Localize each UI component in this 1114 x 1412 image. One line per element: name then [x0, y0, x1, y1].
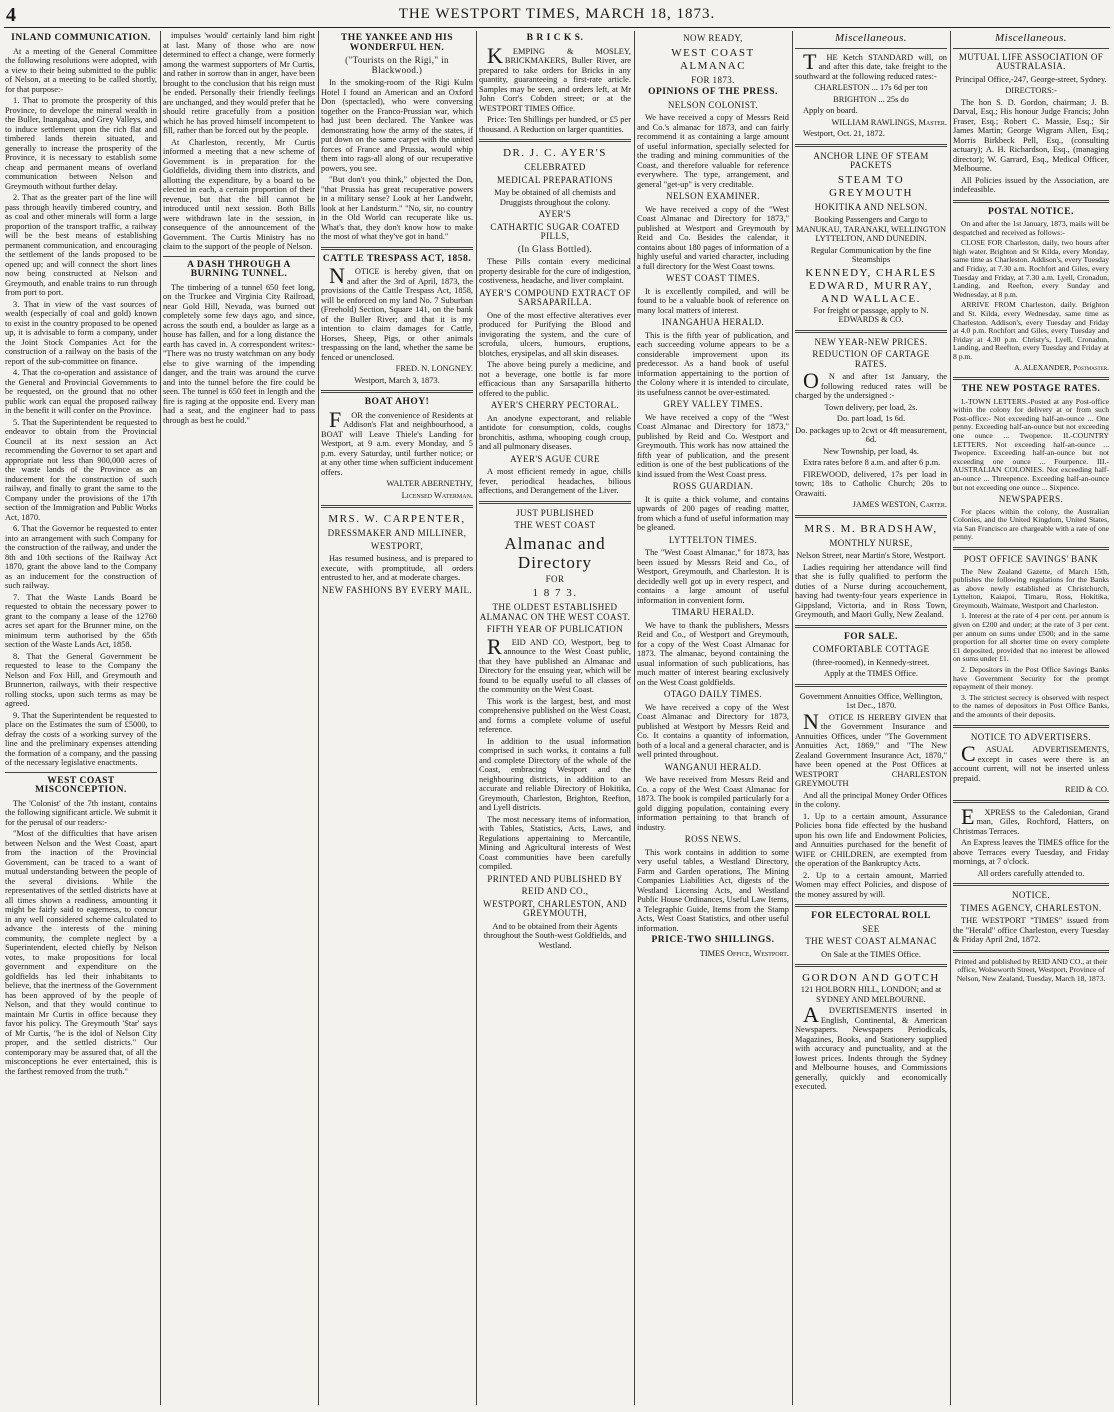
ad-heading: STEAM TO GREYMOUTH — [829, 173, 913, 199]
press-quote: We have received a copy of the "West Coast Almanac and Directory for 1873," published by Reid and Co. Westport and Greymouth. This work has now attained the fifth year of publication, and the present edition is one of the best publications of the kind issued from the West Coast press. — [637, 412, 789, 479]
ad-subheading: THE WEST COAST — [514, 520, 596, 530]
ad-subheading: AYER'S — [538, 209, 572, 219]
ad-text: FIREWOOD, delivered, 17s per load in town; 18s to Catholic Church; 20s to Orawaiti. — [795, 469, 947, 498]
divider — [953, 377, 1109, 380]
ad-text: For freight or passage, apply to N. EDWARDS & CO. — [813, 305, 929, 324]
press-source: INANGAHUA HERALD. — [661, 317, 765, 327]
ad-subheading: AYER'S CHERRY PECTORAL. — [490, 400, 620, 410]
ad-text: One of the most effective alteratives ever produced for Purifying the Blood and invigorating the system, and the cure of scrofula, ulcers, humours, eruptions, blotches, erysipelas, and all skin diseases. — [479, 310, 631, 358]
ad-subheading: SEE — [862, 923, 880, 934]
price-line: PRICE-TWO SHILLINGS. — [651, 935, 775, 945]
press-source: TIMARU HERALD. — [671, 607, 755, 617]
article-subheading: ("Tourists on the Rigi," in Blackwood.) — [345, 55, 449, 75]
ad-text: Has resumed business, and is prepared to execute, with promptitude, all orders entrusted to her, and at moderate charges. — [321, 554, 473, 582]
press-quote: We have received a copy of the West Coast Almanac and Directory for 1873, published at Westport by Messrs Reid and Co. It contains a quantity of information, both of a local and a general character, and is well printed throughout. — [637, 702, 789, 759]
ad-subheading: FOR 1873. — [691, 74, 735, 85]
ad-subheading: DRESSMAKER AND MILLINER, — [327, 528, 467, 538]
divider — [795, 904, 947, 907]
ad-text: 121 HOLBORN HILL, LONDON; and at SYDNEY AND MELBOURNE. — [800, 985, 942, 1004]
notice-subheading: NEWSPAPERS. — [998, 494, 1064, 505]
notice-signature: A. ALEXANDER, Postmaster. — [1014, 362, 1109, 372]
ad-text: These Pills contain every medicinal property desirable for the cure of indigestion, costiveness, headache, and liver complaint. — [479, 257, 631, 285]
ad-text: REID AND CO, Westport, beg to announce to the West Coast public, that they have published an Almanac and Directory for the ensuing year, which will be found to be equally useful to all classes of the community on the West Coast. — [479, 633, 631, 694]
ad-signature: JAMES WESTON, Carter. — [852, 500, 947, 509]
article-paragraph: 4. That the co-operation and assistance of the General and Provincial Governments to be requested, on the ground that no other public work can equal the proposed railway in the benefit it will confer on the Province. — [5, 368, 157, 415]
ad-heading: FOR SALE. — [843, 631, 899, 642]
notice-heading: CATTLE TRESPASS ACT, 1858. — [322, 253, 472, 264]
divider — [953, 883, 1109, 886]
ad-subheading: MONTHLY NURSE, — [829, 537, 913, 548]
divider — [321, 390, 473, 393]
ad-heading: MRS. W. CARPENTER, — [328, 513, 466, 525]
ad-text: This work is the largest, best, and most comprehensive published on the West Coast, and forms a complete volume of useful reference. — [479, 696, 631, 734]
divider — [953, 725, 1109, 728]
article-paragraph: 1. That to promote the prosperity of this Province, to develope the mineral wealth in the Buller, Inangahua, and Grey Valleys, and to induce settlement upon the rich flat and timbered lands therein situated, and generally to increase the prosperity of the Province, it is necessary to establish some cheap and permanent means of overland communication between Nelson and Greymouth without further delay. — [5, 96, 157, 191]
ad-subheading: CATHARTIC SUGAR COATED PILLS, — [490, 221, 620, 241]
press-source: NELSON EXAMINER. — [666, 191, 760, 201]
ad-text: Nelson Street, near Martin's Store, Westport. — [796, 551, 946, 560]
section-heading: Miscellaneous. — [835, 32, 907, 44]
ad-date: Westport, Oct. 21, 1872. — [803, 129, 885, 138]
rate-line: BRIGHTON ... 25s do — [833, 94, 909, 104]
notice-heading: POST OFFICE SAVINGS' BANK — [963, 554, 1099, 564]
publisher-line: PRINTED AND PUBLISHED BY — [487, 873, 623, 884]
press-quote: This work contains in addition to some very useful tables, a Westland Directory, Farm and Garden operations, The Mining Companies Liabilities Act, digests of the Westland Licensing Acts, and Westland Public House Ordinances, Useful Law Items, a Telegraphic Guide, Items from the Stamp Acts, West Coast Statistics, and other useful information. — [637, 847, 789, 933]
divider — [795, 515, 947, 518]
divider — [795, 684, 947, 687]
rate-line: Do. part load, 1s 6d. — [836, 414, 906, 423]
ad-signature: WILLIAM RAWLINGS, Master. — [831, 117, 947, 127]
office-line: TIMES Office, Westport. — [699, 948, 789, 958]
ad-subheading: THE OLDEST ESTABLISHED ALMANAC ON THE WEST COAST. — [479, 602, 631, 622]
ad-subheading: COMFORTABLE COTTAGE — [812, 644, 930, 654]
ad-text: Extra rates before 8 a.m. and after 6 p.m. — [803, 458, 941, 467]
divider — [479, 139, 631, 142]
notice-text: THE WESTPORT "TIMES" issued from the "Herald" office Charleston, every Tuesday & Friday April 2nd, 1872. — [953, 916, 1109, 945]
rate-line: Town delivery, per load, 2s. — [824, 402, 918, 412]
ad-subheading: FOR — [545, 573, 565, 584]
article-paragraph: In the smoking-room of the Rigi Kulm Hotel I found an American and an Oxford Don (spectacled), who were conversing together on the Franco-Prussian war, which had just been declared. The Yankee was demonstrating how the army of the states, if put down on the same carpet with the united forces of France and Prussia, would whip them into rags-all along of our recuperative powers, you see. — [321, 78, 473, 173]
divider — [795, 144, 947, 147]
ad-text: Principal Office,-247, George-street, Sydney. — [955, 74, 1107, 84]
article-paragraph: 8. That the General Government be requested to lease to the Company the Nelson and Fox Hill, and Greymouth and Brunnerton, railways, with their respective rolling stocks, upon such terms as may be agreed. — [5, 651, 157, 708]
almanac-title: Almanac and Directory — [504, 533, 606, 572]
press-source: WANGANUI HERALD. — [664, 761, 762, 772]
ad-subheading: (In Glass Bottled). — [517, 243, 593, 254]
press-source: ROSS GUARDIAN. — [672, 481, 754, 491]
ad-subheading: AYER'S AGUE CURE — [510, 453, 600, 464]
ad-text: On Sale at the TIMES Office. — [821, 949, 921, 959]
divider — [953, 200, 1109, 203]
ad-text: In addition to the usual information comprised in such works, it contains a full and complete Directory of the whole of the Coast, embracing Westport and the neighbouring districts, in addition to an accurate and reliable Directory of Hokitika, Greymouth, Charleston, Brighton, Reefton, and Lyell districts. — [479, 736, 631, 812]
notice-text: NOTICE is hereby given, that on and after the 3rd of April, 1873, the provisions of the Cattle Trespass Act, 1858, will be enforced on my land No. 7 Suburban (Freehold) Section, Square 141, on the bank of the Buller River; and that it is my intention to claim damages for Cattle, Horses, Sheep, Pigs, or other animals trespassing on the land, whether the same be fenced or unenclosed. — [321, 263, 473, 362]
article-paragraph: 6. That the Governor be requested to enter into an arrangement with such Company for the construction of the railway, and under the 8th and 10th sections of the Railway Act 1870, grant the above land to the Company as an inducement for the construction of such railway. — [5, 524, 157, 590]
press-quote: We have received a copy of Messrs Reid and Co.'s almanac for 1873, and can fairly recommend it as containing a large amount of useful information, specially selected for the trading and mining communities of the Coast, and therefore valuable for reference everywhere. The type, arrangement, and general "get-up" is very creditable. — [637, 113, 789, 189]
notice-heading: NOTICE TO ADVERTISERS. — [970, 731, 1092, 742]
column-5 — [634, 31, 792, 1409]
ad-text: ADVERTISEMENTS inserted in English, Continental, & American Newspapers. Newspapers Periodicals, Magazines, Books, and Stationery supplied with accuracy and punctuality, and at the lowest prices. Indents through the Sydney and Melbourne houses, and Commissions generally, quickly and economically executed. — [795, 1002, 947, 1091]
press-quote: It is excellently compiled, and will be found to be a valuable book of reference on many local matters of interest. — [637, 286, 789, 315]
ad-text: THE Ketch STANDARD will, on and after this date, take freight to the southward at the following reduced rates:- — [795, 48, 947, 81]
article-paragraph: At Charleston, recently, Mr Curtis informed a meeting that a new scheme of Government is in preparation for the Goldfields, dividing them into districts, and allotting the expenditure, by a board to be elected in each, a certain proportion of their revenue, but that the bill cannot be introduced until next session. Both Bills were withdrawn late in the session, in consequence of the announcement of the Government. The Curtis Ministry has no claim to the support of the people of Nelson. — [163, 137, 315, 251]
press-source: GREY VALLEY TIMES. — [663, 399, 763, 409]
notice-signature: FRED. N. LONGNEY. — [395, 364, 473, 373]
notice-text: The New Zealand Gazette, of March 15th, publishes the following regulations for the Banks as above newly established at Christchurch, Lyttelton, Kaiapoi, Timaru, Ross, Hokitika, Greymouth, Waimate, Westport and Charleston. — [953, 566, 1109, 610]
divider — [795, 625, 947, 628]
article-heading: A DASH THROUGH A BURNING TUNNEL. — [187, 259, 291, 279]
article-paragraph: At a meeting of the General Committee the following resolutions were adopted, with a view to their being submitted to the public of Nelson, at a meeting to be called shortly, for that purpose:- — [5, 46, 157, 94]
notice-date: Westport, March 3, 1873. — [354, 375, 440, 385]
page-number: 4 — [6, 4, 16, 26]
publisher-line: And to be obtained from their Agents throughout the South-west Goldfields, and Westland. — [483, 921, 627, 950]
rate-line: Do. packages up to 2cwt or 4ft measurement, 6d. — [795, 425, 947, 444]
press-source: OTAGO DAILY TIMES. — [663, 689, 763, 699]
article-paragraph: impulses 'would' certainly land him right at last. Many of those who are now determined to effect a change, were formerly among the warmest supporters of Mr Curtis, and rather in sorrow than in anger, have been brought to the conclusion that his reign must be ended. Personally their friendly feelings are unchanged, and they would prefer that he should retire gracefully from a position which he has proved himself incompetent to fill, rather than be forced out by the people. — [163, 31, 315, 135]
article-paragraph: 7. That the Waste Lands Board be requested to obtain the necessary power to grant to the company a lease of the 12760 acres set apart for the Brunner mine, on the minimum term authorised by the 65th section of the Waste Lands Act, 1858. — [5, 592, 157, 649]
ad-text: (three-roomed), in Kennedy-street. — [812, 657, 930, 667]
ad-text: DIRECTORS:- — [1005, 86, 1057, 95]
divider — [795, 330, 947, 333]
divider — [5, 772, 157, 773]
ad-text: The most necessary items of information, with Tables, Statistics, Acts, Laws, and Regulations appertaining to Mercantile, Mining and Agricultural interests of West Coast communities have been carefully compiled. — [479, 814, 631, 871]
ad-footer: NEW FASHIONS BY EVERY MAIL. — [321, 584, 473, 595]
column-2 — [160, 31, 318, 1409]
ad-text: Apply at the TIMES Office. — [824, 669, 918, 678]
ad-text: May be obtained of all chemists and Druggists throughout the colony. — [494, 188, 616, 207]
column-3 — [318, 31, 476, 1409]
column-1 — [2, 31, 160, 1409]
ad-text: Government Annuities Office, Wellington, 1st Dec., 1870. — [799, 691, 943, 710]
press-quote: It is quite a thick volume, and contains upwards of 200 pages of reading matter, from which a fund of useful information may be gleaned. — [637, 494, 789, 532]
rate-line: New Township, per load, 4s. — [823, 446, 919, 456]
ad-subheading: FIFTH YEAR OF PUBLICATION — [486, 624, 624, 634]
column-4 — [476, 31, 634, 1409]
ad-text: KEMPING & MOSLEY, BRICKMAKERS, Buller River, are prepared to take orders for Bricks in any quantity, guaranteeing a first-rate article. Samples may be seen, and orders left, at Mr John Corr's Cobden street; or at the WESTPORT TIMES Office. — [479, 42, 631, 113]
ad-text: And all the principal Money Order Offices in the colony. — [795, 790, 947, 809]
ad-subheading: WESTPORT, — [370, 540, 424, 551]
notice-text: FOR the convenience of Residents at Addison's Flat and neighbourhood, a BOAT will Leave Thiele's Landing for Westport, at 9 a.m. every Monday, and 5 p.m. every Saturday, until further notice; or at any other time when sufficient inducement offers. — [321, 406, 473, 477]
ad-text: All Policies issued by the Association, are indefeasible. — [953, 175, 1109, 194]
article-paragraph: The timbering of a tunnel 650 feet long, on the Truckee and Virginia City Railroad, near Gold Hill, Nevada, was burned out completely some few days ago, and since, across the south end, a boulder as large as a house has fallen, and for a long distance the earth has caved in. A correspondent writes:- "There was no trusty watchman on any body else to give warning of the impending danger, and the train was around the curve and into the tunnel before the fire could be seen. The tunnel is 650 feet in length and the fire is raging at the opposite end. Every man had a seat, and the engineer had to pass through as best he could." — [163, 282, 315, 425]
rate-line: CHARLESTON ... 17s 6d per ton — [814, 83, 928, 92]
ad-subheading: HOKITIKA AND NELSON. — [814, 201, 928, 212]
press-source: WEST COAST TIMES. — [665, 273, 761, 283]
ad-text: An Express leaves the TIMES office for the above Terraces every Tuesday, and Friday mornings, at 7 o'clock. — [953, 838, 1109, 867]
ad-subheading: MEDICAL PREPARATIONS — [496, 174, 614, 185]
ad-text: Regular Communication by the fine Steamships — [810, 245, 932, 264]
notice-signature: WALTER ABERNETHY, — [386, 479, 473, 488]
notice-signature: Licensed Waterman. — [401, 490, 473, 500]
divider — [321, 247, 473, 250]
ad-heading: MUTUAL LIFE ASSOCIATION OF AUSTRALASIA. — [958, 51, 1104, 71]
ad-subheading: AYER'S COMPOUND EXTRACT OF SARSAPARILLA. — [479, 287, 631, 307]
ad-subheading: NOW READY, — [683, 33, 743, 43]
ship-names: KENNEDY, CHARLES EDWARD, MURRAY, AND WALLACE. — [805, 266, 937, 305]
ad-heading: MRS. M. BRADSHAW, — [804, 522, 938, 535]
ad-heading: DR. J. C. AYER'S — [503, 147, 607, 159]
divider — [953, 48, 1109, 49]
divider — [953, 547, 1109, 550]
press-quote: The "West Coast Almanac," for 1873, has been issued by Messrs Reid and Co., of Westport, Greymouth, and Charleston. It is decidedly well got up in every respect, and contains a large amount of useful information in convenient form. — [637, 548, 789, 605]
column-7 — [950, 31, 1112, 1409]
ad-subheading: REDUCTION OF CARTAGE RATES. — [812, 349, 930, 369]
press-quote: We have to thank the publishers, Messrs Reid and Co., of Westport and Greymouth, for a copy of the West Coast Almanac for 1873. The almanac, beyond containing the usual information of such publications, has much matter of interest bearing exclusively on the West Coast goldfields. — [637, 620, 789, 687]
divider — [321, 505, 473, 508]
ad-text: EXPRESS to the Caledonian, Grand man, Giles, Rochford, Hatters, on Christmas Terraces. — [953, 803, 1109, 836]
ad-text: NOTICE IS HEREBY GIVEN that the Government Insurance and Annuities Offices, under "The Government Annuities Act, 1869," and "The New Zealand Government Insurance Act, 1870," have been opened at the Post Offices at WESTPORT CHARLESTON GREYMOUTH — [795, 708, 947, 788]
masthead-bar — [0, 0, 1114, 30]
notice-signature: REID & CO. — [1065, 785, 1109, 795]
press-source: LYTTELTON TIMES. — [668, 534, 758, 545]
article-paragraph: 5. That the Superintendent be requested to endeavor to obtain from the Provincial Council at its next session an Act recommending the Governor to set apart and appropriate not less than 900,000 acres of the waste lands of the Province as an inducement for the construction of such railway, and finally to grant the same to the Company under the provisions of the 17th section of the Immigration and Public Works Act, 1870. — [5, 417, 157, 522]
press-quote: We have received from Messrs Reid and Co. a copy of the West Coast Almanac for 1873. The book is compiled particularly for a gold digging population, containing every information pertaining to that branch of industry. — [637, 775, 789, 832]
press-source: NELSON COLONIST. — [667, 99, 759, 110]
ad-text: Apply on board. — [803, 106, 858, 115]
notice-heading: NOTICE. — [1011, 890, 1051, 901]
ad-heading: GORDON AND GOTCH — [802, 972, 940, 984]
ad-text: 2. Up to a certain amount, Married Women may effect Policies, and dispose of the money assured by will. — [795, 870, 947, 899]
publisher-line: REID AND CO., — [521, 886, 589, 896]
press-source: ROSS NEWS. — [684, 834, 742, 844]
notice-text: ARRIVE FROM Charleston, daily. Brighton and St. Kilda, every Wednesday, same time as Charleston. Addison's, every Tuesday and Friday at 4.0 p.m. Rochfort and Giles, every Tuesday and Friday at 4.30 p.m. Christy's, Lyell, Cronadun, Landing, and Reefton, every Tuesday and Friday at 8 p.m. — [953, 300, 1109, 361]
ad-text: Ladies requiring her attendance will find that she is fully qualified to perform the duties of a Nurse during accouchement, having had twenty-four years experience in Gippsland, Victoria, and in Ross Town, Greymouth, and Maori Gully, New Zealand. — [795, 562, 947, 619]
article-heading: WEST COAST MISCONCEPTION. — [35, 775, 127, 795]
column-6 — [792, 31, 950, 1409]
masthead-title: THE WESTPORT TIMES, MARCH 18, 1873. — [398, 6, 716, 22]
article-paragraph: "But don't you think," objected the Don, "that Prussia has great recuperative powers in a military sense? Look at her Landwehr, look at her Landsturm." "No, sir, no country in the Old World can recuperate like us. What's that, they don't know how to make the most of what they've got in hand." — [321, 175, 473, 241]
ad-subheading: CELEBRATED — [524, 162, 586, 172]
ad-text: An anodyne expectorant, and reliable antidote for consumption, colds, coughs bronchitis, asthma, whooping cough croup, and all pulmonary diseases. — [479, 413, 631, 451]
section-heading: Miscellaneous. — [995, 32, 1067, 44]
notice-heading: BOAT AHOY! — [364, 397, 430, 407]
divider — [953, 800, 1109, 803]
divider — [795, 48, 947, 49]
ad-heading: OPINIONS OF THE PRESS. — [648, 87, 778, 97]
ad-subheading: THE WEST COAST ALMANAC — [805, 936, 937, 946]
divider — [479, 501, 631, 504]
divider — [953, 950, 1109, 953]
press-quote: We have received a copy of the "West Coast Almanac and Directory for 1873," published at Westport and Greymouth by Reid and Co. Besides the calendar, it contains about 180 pages of information of a highly useful and varied character, including a full directory for the West Coast towns. — [637, 204, 789, 271]
ad-heading: B R I C K S. — [526, 33, 584, 43]
notice-text: On and after the 1st January, 1873, mails will be despatched and received as follows:- — [953, 219, 1109, 237]
ad-text: ON and after 1st January, the following reduced rates will be charged by the undersigned :- — [795, 368, 947, 400]
article-paragraph: 3. That in view of the vast sources of wealth (especially of coal and gold) known to exist in the country proposed to be opened up, it is advisable to form a company, under the Joint Stock Companies Act for the construction of a railway on the basis of the report of the sub-committee on finance. — [5, 299, 157, 366]
notice-text: 1. Interest at the rate of 4 per cent. per annum is given on £200 and under; at the rate of 3 per cent. per annum on sums under £500; and in the same proportion for all shorter time on every complete £1 deposited, provided that no interest be allowed on sums under £1. — [953, 611, 1109, 664]
ad-heading: WEST COAST ALMANAC — [671, 46, 755, 72]
header-rule — [4, 27, 1110, 28]
ad-heading: FOR ELECTORAL ROLL — [811, 911, 931, 921]
ad-text: Booking Passengers and Cargo to MANUKAU, TARANAKI, WELLINGTON LYTTELTON, AND DUNEDIN. — [795, 215, 947, 243]
press-quote: This is the fifth year of publication, and each succeeding volume appears to be a considerable improvement upon its predecessor. As a hand book of useful information appertaining to the portion of the Colony where it is intended to circulate, its usefulness cannot be over-estimated. — [637, 330, 789, 397]
article-paragraph: "Most of the difficulties that have arisen between Nelson and the West Coast, apart from the inaction of the Provincial Government, can be traced to a want of mutual understanding between the people of the several divisions. While the representatives of the settled districts have at all times shown a readiness, amounting it might be fairly said to eagerness, to concur in any well considered scheme calculated to advance the interests of the mining community, the complete neglect by a Superintendent, elected chiefly by Nelson votes, to make propositions for local government and expenditure on the goldfields has led their inhabitants to believe, that the inertness of the Government has been approved of by the people of Nelson, and that they would continue to maintain Mr Curtis in office because they favor his policy. The Greymouth 'Star' says of Mr Curtis, "he is the idol of Nelson City proper, and the settled districts." Our contemporary may be assured that, of all the misconceptions he ever entertained, this is the farthest removed from the truth." — [5, 829, 157, 1076]
notice-heading: THE NEW POSTAGE RATES. — [961, 384, 1101, 395]
notice-heading: POSTAL NOTICE. — [987, 206, 1074, 217]
publisher-line: WESTPORT, CHARLESTON, AND GREYMOUTH, — [483, 898, 627, 918]
ad-text: The above being purely a medicine, and not a beverage, one bottle is far more efficacious than any Sarsaparilla hitherto offered to the public. — [479, 360, 631, 398]
notice-text: I.-TOWN LETTERS.-Posted at any Post-office within the colony for delivery at or from such Post-office:- Not exceeding half-an-ounce ... One penny. Exceeding half-an-ounce but not exceeding one ounce ... Twopence. II.-COUNTRY LETTERS. Not exceeding half-an-ounce ... Twopence. Exceeding half-an-ounce but not exceeding one ounce ... Fourpence. III.-AUSTRALIAN COLONIES. Not exceeding half-an-ounce ... Threepence. Exceeding half-an-ounce but not exceeding one ounce ... Sixpence. — [953, 396, 1109, 492]
notice-text: For places within the colony, the Australian Colonies, and the United Kingdom, United States, via San Francisco are chargeable with a rate of one penny. — [953, 506, 1109, 542]
ad-subheading: JUST PUBLISHED — [516, 507, 594, 518]
divider — [795, 964, 947, 967]
article-paragraph: 9. That the Superintendent be requested to place on the Estimates the sum of £5000, to defray the costs of a working survey of the line and the preliminary expenses attending the formation of a company, and the passing of the necessary legislative enactments. — [5, 710, 157, 767]
article-heading: INLAND COMMUNICATION. — [11, 33, 151, 43]
article-paragraph: The 'Colonist' of the 7th instant, contains the following significant article. We submit it for the perusal of our readers:- — [5, 798, 157, 827]
article-heading: THE YANKEE AND HIS WONDERFUL HEN. — [340, 33, 454, 53]
notice-text: 2. Depositors in the Post Office Savings Banks have Government Security for the prompt repayment of their money. — [953, 665, 1109, 692]
ad-text: Price: Ten Shillings per hundred, or £5 per thousand. A Reduction on larger quantities. — [479, 115, 631, 134]
imprint: Printed and published by REID AND CO., at their office, Wolseworth Street, Westport, Province of Nelson, New Zealand, Tuesday, March 18, 1873. — [954, 956, 1108, 983]
divider — [163, 256, 315, 257]
notice-text: 3. The strictest secrecy is observed with respect to the names of depositors in Post Office Banks, and the amounts of their deposits. — [953, 692, 1109, 719]
ad-text: 1. Up to a certain amount, Assurance Policies bona fide effected by the husband upon his own life and Endowment Policies, and Annuities purchased for the benefit of WIFE or CHILDREN, are exempted from the operation of the Bankruptcy Acts. — [795, 811, 947, 868]
almanac-year: 1 8 7 3. — [532, 587, 578, 599]
notice-text: CASUAL ADVERTISEMENTS, except in cases were there is an account current, will not be inserted unless prepaid. — [953, 741, 1109, 783]
ad-text: A most efficient remedy in ague, chills fever, periodical headaches, bilious affections, and Derangement of the Liver. — [479, 467, 631, 495]
ad-text: All orders carefully attended to. — [977, 868, 1085, 878]
notice-subheading: TIMES AGENCY, CHARLESTON. — [960, 902, 1102, 913]
ad-text: The hon S. D. Gordon, chairman; J. B. Darval, Esq.; His honour Judge Francis; John Fraser, Esq.; Robert C. Massie, Esq.; Sir James Martin; George Wigram Allen, Esq.; Morris Birkbeck Pell, Esq., (consulting actuary); A. H. Richardson, Esq., (managing director); W. Garrard, Esq., Medical Officer, Melbourne. — [953, 97, 1109, 173]
ad-subheading: ANCHOR LINE OF STEAM PACKETS — [813, 150, 929, 170]
notice-text: CLOSE FOR Charleston, daily, two hours after high water. Brighton and St Kilda, every Monday, same time as Charleston. Addison's, every Tuesday and Friday, at 7.30 a.m. Rochfort and Giles, every Tuesday and Friday, at 7.30 a.m. Lyell, Cronadun, Landing, and Reefton, every Sunday and Wednesday, at 8 p.m. — [953, 238, 1109, 299]
article-paragraph: 2. That as the greater part of the line will pass through heavily timbered country, and as coal and other minerals will form a large proportion of the transport traffic, a railway will be the best means of establishing permanent communication, and encouraging the settlement of the lands proposed to be opened up; and will connect the short lines now being constructed at Nelson and Greymouth, and enable trains to run through from port to port. — [5, 193, 157, 297]
ad-subheading: NEW YEAR-NEW PRICES. — [814, 336, 928, 347]
